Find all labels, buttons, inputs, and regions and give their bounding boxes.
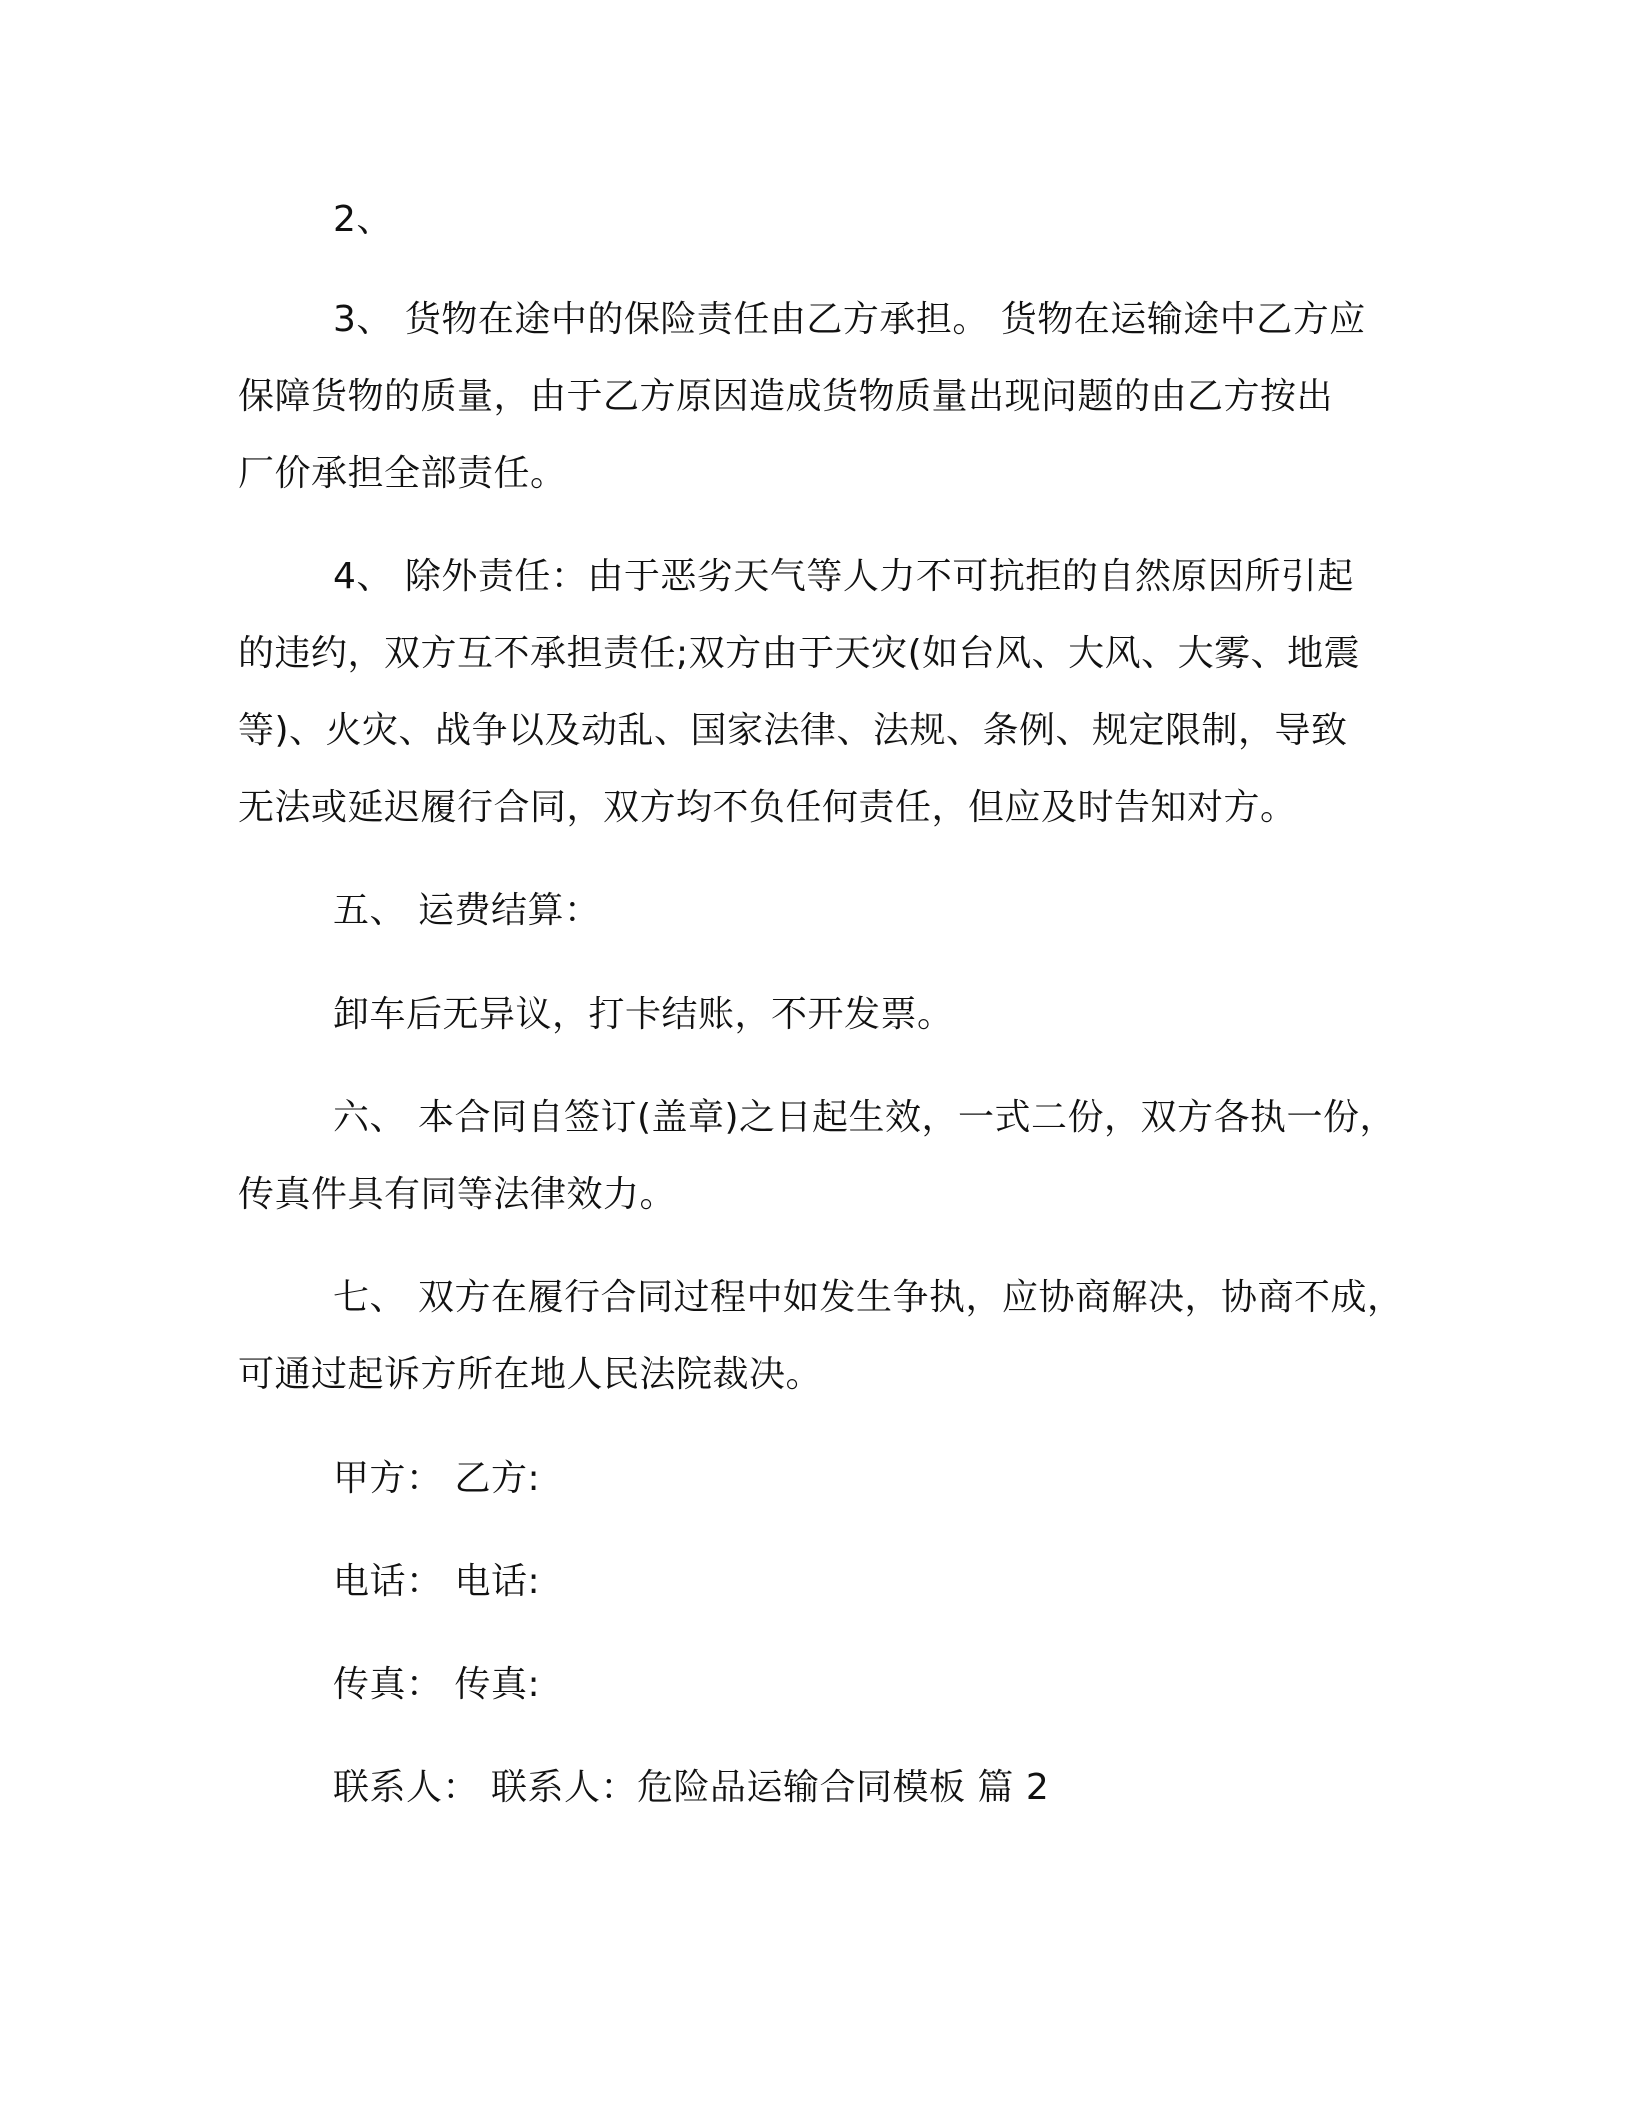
party-contacts: 联系人： 联系人：危险品运输合同模板 篇 2 [333,1767,1050,1808]
clause-4-line-2: 的违约，双方互不承担责任;双方由于天灾(如台风、大风、大雾、地震 [238,633,1361,674]
section-6-line-1: 六、 本合同自签订(盖章)之日起生效，一式二份，双方各执一份， [333,1097,1397,1138]
party-names: 甲方： 乙方: [333,1458,541,1499]
clause-3-line-1: 3、 货物在途中的保险责任由乙方承担。 货物在运输途中乙方应 [333,299,1366,340]
clause-4-line-3: 等)、火灾、战争以及动乱、国家法律、法规、条例、规定限制，导致 [238,710,1348,751]
section-6-line-2: 传真件具有同等法律效力。 [238,1174,677,1215]
clause-2-label: 2、 [333,199,393,240]
clause-4-line-4: 无法或延迟履行合同，双方均不负任何责任，但应及时告知对方。 [238,787,1297,828]
section-5-heading: 五、 运费结算： [333,890,601,931]
clause-3-line-3: 厂价承担全部责任。 [238,453,567,494]
party-faxes: 传真： 传真: [333,1664,541,1705]
clause-4-line-1: 4、 除外责任：由于恶劣天气等人力不可抗拒的自然原因所引起 [333,556,1354,597]
section-7-line-1: 七、 双方在履行合同过程中如发生争执，应协商解决，协商不成， [333,1277,1404,1318]
party-phones: 电话： 电话: [333,1561,541,1602]
section-5-body: 卸车后无异议，打卡结账，不开发票。 [333,994,954,1035]
clause-3-line-2: 保障货物的质量，由于乙方原因造成货物质量出现问题的由乙方按出 [238,376,1334,417]
section-7-line-2: 可通过起诉方所在地人民法院裁决。 [238,1354,823,1395]
